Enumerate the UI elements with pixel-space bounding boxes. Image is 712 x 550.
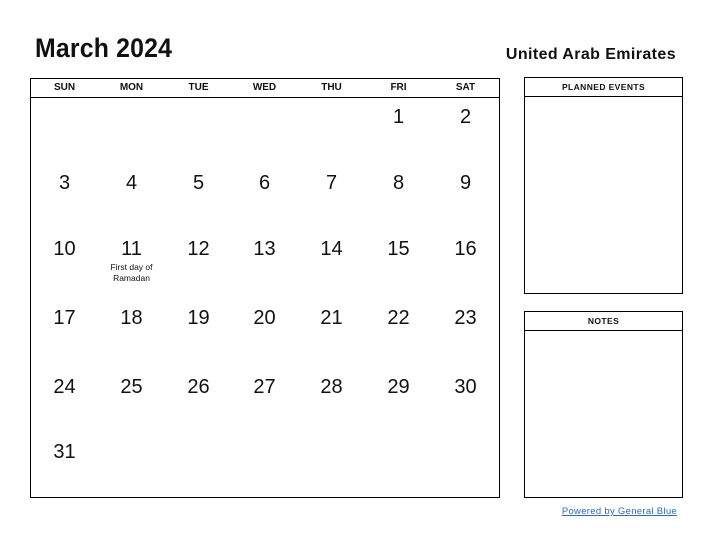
month-title: March 2024 [35,33,173,63]
weekday-thu: THU [321,82,342,93]
holiday-label: Ramadan [113,273,150,283]
day-number: 5 [192,172,205,194]
day-number: 27 [253,376,276,398]
day-number: 23 [454,307,477,329]
day-number: 16 [454,238,477,260]
day-number: 11 [121,238,142,260]
day-number: 31 [53,441,76,463]
day-number: 1 [392,106,405,128]
day-number: 28 [320,376,343,398]
day-number: 30 [454,376,477,398]
day-number: 7 [325,172,338,194]
day-number: 2 [459,106,472,128]
day-number: 17 [53,307,76,329]
weekday-sun: SUN [53,82,76,93]
day-number: 8 [392,172,405,194]
day-number: 6 [258,172,271,194]
calendar-grid [30,78,500,498]
day-number: 24 [53,376,76,398]
day-number: 21 [320,307,343,329]
weekday-sat: SAT [455,82,476,93]
day-number: 14 [320,238,343,260]
holiday-label: First day of [110,262,153,272]
day-number: 4 [125,172,138,194]
day-number: 26 [187,376,210,398]
country-name: United Arab Emirates [505,46,676,63]
day-number: 3 [58,172,71,194]
day-number: 25 [120,376,143,398]
notes-panel [524,311,683,498]
planned-events-heading: PLANNED EVENTS [525,78,682,97]
weekday-mon: MON [119,82,144,93]
weekday-tue: TUE [188,82,209,93]
day-number: 9 [459,172,472,194]
day-number: 18 [120,307,143,329]
day-number: 20 [253,307,276,329]
planned-events-panel [524,77,683,294]
weekday-header-row [31,79,499,98]
day-number: 19 [187,307,210,329]
day-number: 10 [53,238,76,260]
powered-by-link[interactable]: Powered by General Blue [561,506,677,517]
notes-heading: NOTES [525,312,682,331]
day-number: 15 [387,238,410,260]
day-number: 13 [253,238,276,260]
day-number: 12 [187,238,210,260]
day-number: 22 [387,307,410,329]
day-number: 29 [387,376,410,398]
weekday-wed: WED [252,82,277,93]
weekday-fri: FRI [390,82,407,93]
